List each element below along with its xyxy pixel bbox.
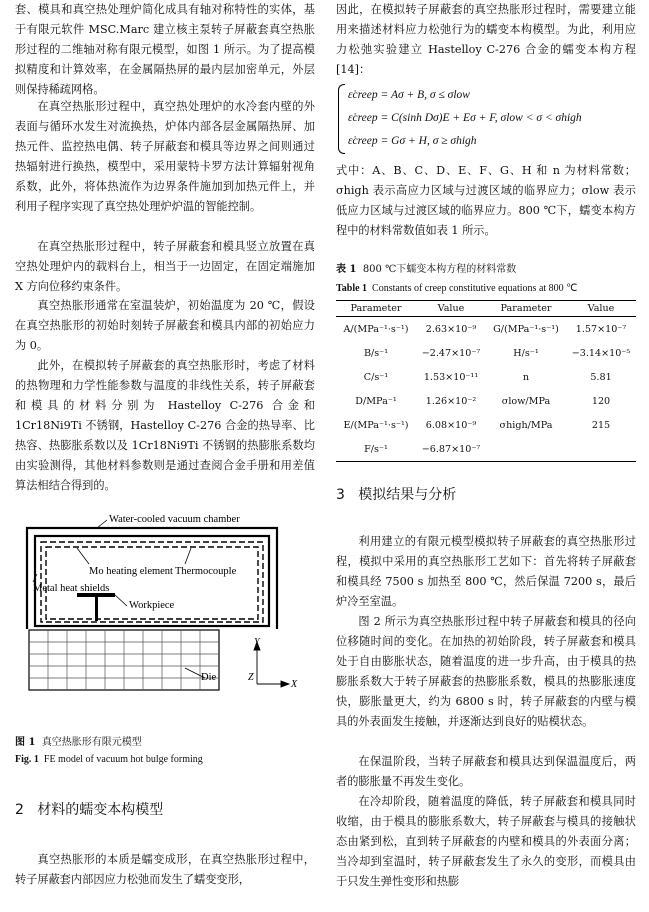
- paragraph: 在真空热胀形过程中，真空热处理炉的水冷套内壁的外表面与循环水发生对流换热，炉体内部各层金属隔热屏、加热元件、监控热电偶、转子屏蔽套和模具等边界之间则通过热辐射进行换热，模型中，采用蒙特卡罗方法计算辐射视角系数，此外，将体热流作为边界条件施加到加热元件上，并利用子程序实现了真空热处理炉炉温的智能控制。: [15, 100, 315, 213]
- table-row: E/(MPa⁻¹·s⁻¹) 6.08×10⁻⁹ σhigh/MPa 215: [343, 419, 611, 431]
- axis-z-label: Z: [248, 672, 254, 683]
- table-header: Value: [437, 303, 465, 314]
- equation-low-stress: ε̇creep = Aσ + B, σ ≤ σlow: [348, 89, 470, 101]
- label-die: Die: [201, 672, 217, 683]
- creep-equation-block: [336, 84, 636, 154]
- table-row: C/s⁻¹ 1.53×10⁻¹¹ n 5.81: [363, 371, 612, 383]
- table-caption-en: Table 1 Constants of creep constitutive equations at 800 ℃: [336, 283, 578, 294]
- label-workpiece: Workpiece: [129, 600, 175, 611]
- paragraph: 在保温阶段，当转子屏蔽套和模具达到保温温度后，两者的膨胀量不再发生变化。: [336, 755, 636, 788]
- paragraph: 套、模具和真空热处理炉简化成具有轴对称特性的实体，基于有限元软件 MSC.Marc 建立核主泵转子屏蔽套真空热胀形过程的二维轴对称有限元模型，如图 1 所示。为了提高模拟精度和计算效率，在金属隔热屏的最内层加密单元，外层则保持稀疏网格。: [15, 3, 315, 96]
- table-header: Value: [587, 303, 615, 314]
- section-heading-2: 2 材料的蠕变本构模型: [15, 802, 164, 818]
- label-thermocouple: Thermocouple: [175, 566, 237, 577]
- paragraph: 图 2 所示为真空热胀形过程中转子屏蔽套和模具的径向位移随时间的变化。在加热的初始阶段，转子屏蔽套和模具处于自由膨胀状态，随着温度的进一步升高，由于模具的热膨胀系数大于转子屏蔽套的热膨胀系数，模具的热膨胀速度快，膨胀量更大，约为 6800 s 时，转子屏蔽套的内壁与模具的外表面发生接触，并逐渐达到良好的贴模状态。: [336, 615, 636, 728]
- figure-caption-cn: 图 1 真空热胀形有限元模型: [15, 737, 142, 748]
- paragraph: 真空热胀形的本质是蠕变成形，在真空热胀形过程中，转子屏蔽套内部因应力松弛而发生了蠕变变形，: [15, 853, 315, 886]
- label-mo-heating-element: Mo heating element: [89, 566, 173, 577]
- label-metal-heat-shields: Metal heat shields: [33, 583, 110, 594]
- table-caption-cn: 表 1 800 ℃下蠕变本构方程的材料常数: [336, 264, 517, 275]
- equation-high-stress: ε̇creep = Gσ + H, σ ≥ σhigh: [348, 135, 477, 147]
- table-row: D/MPa⁻¹ 1.26×10⁻² σlow/MPa 120: [355, 395, 611, 407]
- table-header: Parameter: [350, 303, 402, 314]
- figure-caption-en: Fig. 1 FE model of vacuum hot bulge forming: [15, 754, 203, 765]
- paragraph: 在冷却阶段，随着温度的降低，转子屏蔽套和模具同时收缩，由于模具的膨胀系数大，转子屏蔽套与模具的接触状态由紧到松，直到转子屏蔽套的内壁和模具的外表面分离；当冷却到室温时，转子屏蔽套发生了永久的变形，而模具由于只发生弹性变形和热膨: [336, 795, 636, 888]
- axis-x-label: X: [291, 679, 298, 690]
- paragraph: 真空热胀形通常在室温装炉，初始温度为 20 ℃，假设在真空热胀形的初始时刻转子屏蔽套和模具内部的初始应力为 0。: [15, 299, 315, 352]
- table-row: A/(MPa⁻¹·s⁻¹) 2.63×10⁻⁹ G/(MPa⁻¹·s⁻¹) 1.57×10⁻⁷: [343, 323, 627, 335]
- label-water-cooled-chamber: Water-cooled vacuum chamber: [109, 514, 240, 525]
- paragraph: 此外，在模拟转子屏蔽套的真空热胀形时，考虑了材料的热物理和力学性能参数与温度的非线性关系，转子屏蔽套和模具的材料分别为 Hastelloy C-276 合金和 1Cr18Ni9Ti 不锈钢，Hastelloy C-276 合金的热导率、比热容、热膨胀系数以及 1Cr18Ni9Ti 不锈钢的热膨胀系数均由实验测得，其他材料参数则是通过查阅合金手册和用差值算法相结合得到的。: [15, 359, 315, 492]
- paragraph: 利用建立的有限元模型模拟转子屏蔽套的真空热胀形过程，模拟中采用的真空热胀形工艺如下：首先将转子屏蔽套和模具经 7500 s 加热至 800 ℃，然后保温 7200 s，最后炉冷至室温。: [336, 535, 636, 608]
- paragraph: 在真空热胀形过程中，转子屏蔽套和模具竖立放置在真空热处理炉内的载料台上，相当于一边固定，在固定端施加 X 方向位移约束条件。: [15, 240, 315, 293]
- table-header: Parameter: [500, 303, 552, 314]
- paragraph: 式中：A、B、C、D、E、F、G、H 和 n 为材料常数；σhigh 表示高应力区域与过渡区域的临界应力；σlow 表示低应力区域与过渡区域的临界应力。800 ℃下，蠕变本构方程中的材料常数值如表 1 所示。: [336, 164, 636, 237]
- table-row: F/s⁻¹ −6.87×10⁻⁷: [364, 443, 481, 455]
- paragraph: 因此，在模拟转子屏蔽套的真空热胀形过程时，需要建立能用来描述材料应力松弛行为的蠕变本构模型。为此，利用应力松弛实验建立 Hastelloy C-276 合金的蠕变本构方程[14]：: [336, 3, 636, 76]
- section-heading-3: 3 模拟结果与分析: [336, 487, 457, 503]
- creep-constants-table: [336, 300, 636, 462]
- figure-1-diagram: [15, 512, 315, 722]
- axis-y-label: Y: [254, 637, 260, 648]
- equation-transition: ε̇creep = C(sinh Dσ)E + Eσ + F, σlow < σ < σhigh: [348, 112, 582, 124]
- table-row: B/s⁻¹ −2.47×10⁻⁷ H/s⁻¹ −3.14×10⁻⁵: [363, 347, 631, 359]
